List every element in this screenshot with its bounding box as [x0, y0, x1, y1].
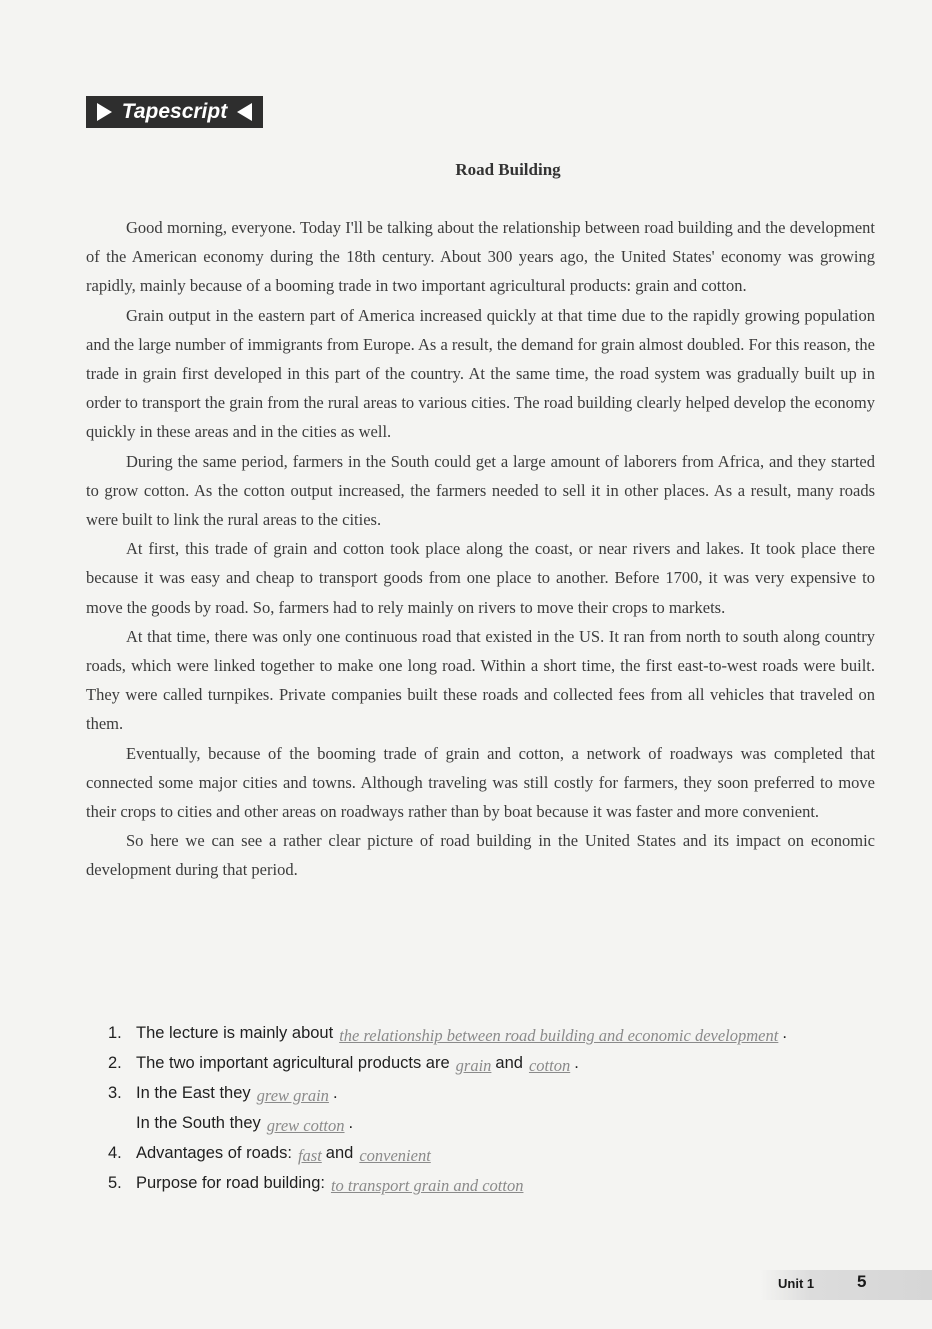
answer-blank: fast [297, 1146, 322, 1165]
question-prompt: In the South they [136, 1114, 261, 1132]
play-triangle-left-icon [237, 103, 252, 121]
question-number: 1. [108, 1024, 122, 1042]
question-number: 3. [108, 1084, 122, 1102]
answer-blank: convenient [359, 1146, 431, 1165]
paragraph-7: So here we can see a rather clear picture of road building in the United States and its impact on economic development during that period. [86, 831, 875, 880]
tapescript-label: Tapescript [121, 100, 228, 123]
answer-blank: the relationship between road building and economic development [339, 1026, 779, 1045]
paragraph-1: Good morning, everyone. Today I'll be talking about the relationship between road building and the development of the American economy during the 18th century. About 300 years ago, the United States' economy was growing rapidly, mainly because of a booming trade in two important agricultural products: grain and cotton. [86, 218, 875, 296]
question-prompt: Advantages of roads: [136, 1144, 292, 1162]
question-prompt: The two important agricultural products are [136, 1054, 450, 1072]
question-4 [108, 1138, 888, 1168]
play-triangle-right-icon [97, 103, 112, 121]
question-end: . [574, 1054, 579, 1072]
question-end: . [332, 1084, 338, 1102]
question-prompt: In the East they [136, 1084, 251, 1102]
question-end: . [348, 1114, 354, 1132]
page-title: Road Building [455, 160, 561, 179]
question-3 [108, 1078, 888, 1108]
answer-blank: grew grain [256, 1086, 329, 1105]
question-number: 2. [108, 1054, 122, 1072]
question-2 [108, 1048, 888, 1078]
paragraph-6: Eventually, because of the booming trade of grain and cotton, a network of roadways was completed that connected some major cities and towns. Although traveling was still costly for farmers, they soon preferred to move their crops to cities and other areas on roadways rather than by boat because it was faster and more convenient. [86, 743, 875, 822]
question-prompt: The lecture is mainly about [136, 1024, 334, 1042]
tapescript-body [86, 213, 875, 885]
question-connector: and [495, 1054, 523, 1072]
question-1 [108, 1018, 888, 1048]
answer-blank: grew cotton [266, 1116, 345, 1135]
question-number: 5. [108, 1174, 122, 1192]
tapescript-header [86, 96, 263, 128]
answer-blank: to transport grain and cotton [330, 1176, 524, 1195]
paragraph-3: During the same period, farmers in the South could get a large amount of laborers from Africa, and they started to grow cotton. As the cotton output increased, the farmers needed to sell it in other places. As a result, many roads were built to link the rural areas to the cities. [86, 451, 875, 530]
question-end: . [782, 1024, 787, 1042]
question-3-second-line [108, 1108, 888, 1138]
question-5 [108, 1168, 888, 1198]
page-number: 5 [857, 1272, 867, 1291]
answer-blank: grain [455, 1056, 492, 1075]
paragraph-4: At first, this trade of grain and cotton took place along the coast, or near rivers and lakes. It took place there because it was easy and cheap to transport goods from one place to another. Before 1700, it was very expensive to move the goods by road. So, farmers had to rely mainly on rivers to move their crops to markets. [86, 539, 875, 617]
unit-label: Unit 1 [778, 1276, 815, 1291]
question-connector: and [325, 1144, 354, 1162]
question-prompt: Purpose for road building: [136, 1174, 325, 1192]
paragraph-2: Grain output in the eastern part of America increased quickly at that time due to the rapidly growing population and the large number of immigrants from Europe. As a result, the demand for grain almost doubled. For this reason, the trade in grain first developed in this part of the country. At the same time, the road system was gradually built up in order to transport the grain from the rural areas to various cities. The road building clearly helped develop the economy quickly in these areas and in the cities as well. [86, 305, 875, 442]
question-number: 4. [108, 1144, 122, 1162]
question-list [108, 1018, 888, 1198]
answer-blank: cotton [528, 1056, 571, 1075]
paragraph-5: At that time, there was only one continuous road that existed in the US. It ran from north to south along country roads, which were linked together to make one long road. Within a short time, the first east-to-west roads were built. They were called turnpikes. Private companies built these roads and collected fees from all vehicles that traveled on them. [86, 626, 875, 734]
